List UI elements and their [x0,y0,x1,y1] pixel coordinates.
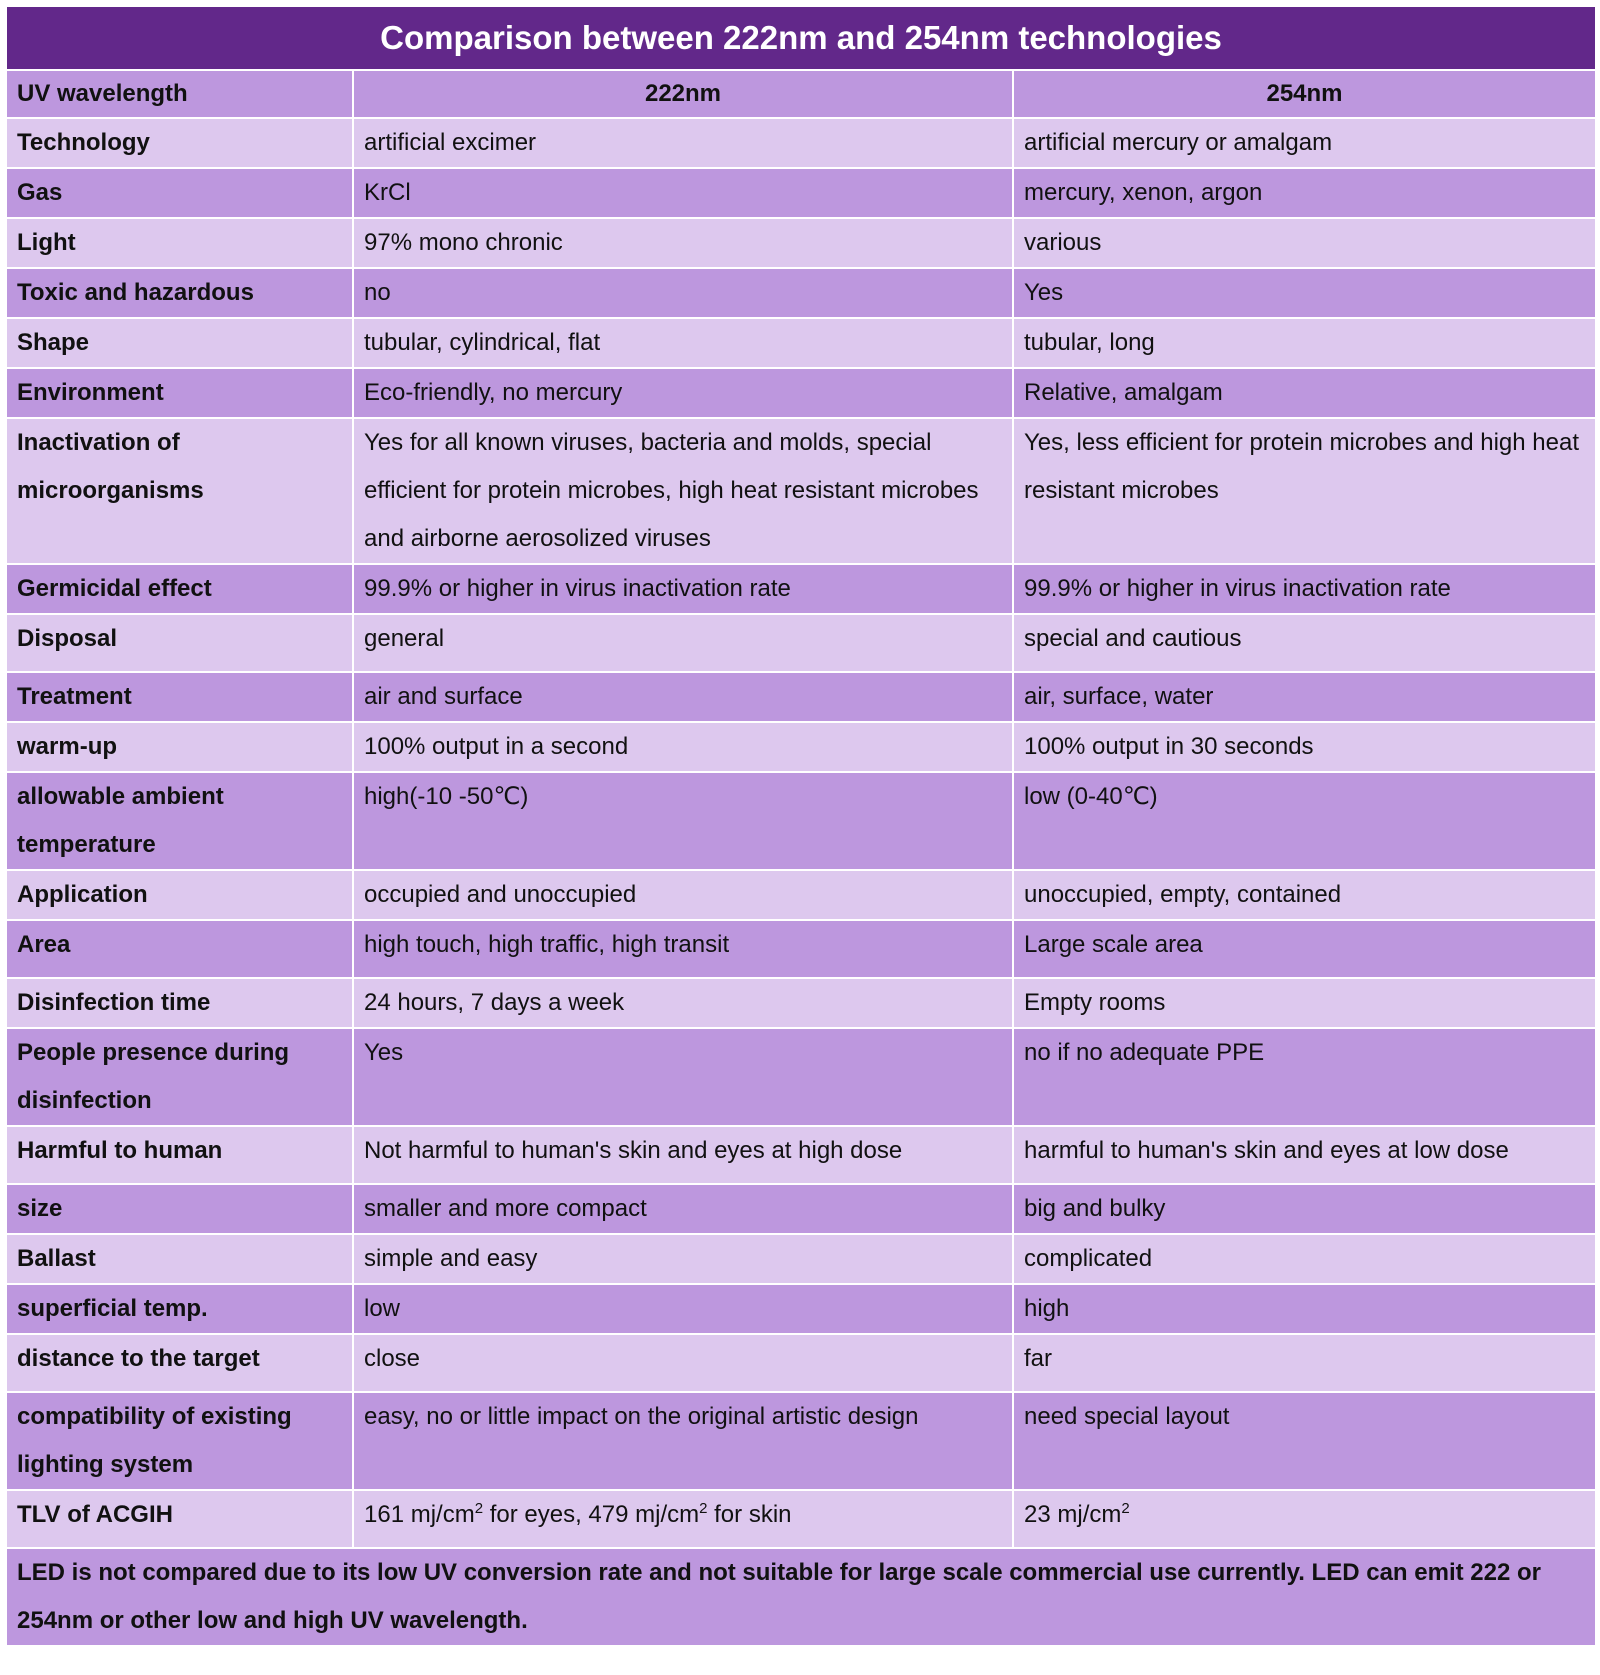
header-222nm: 222nm [353,70,1013,118]
row-value-254nm: Yes, less efficient for protein microbes and high heat resistant microbes [1013,418,1596,564]
row-value-254nm: complicated [1013,1234,1596,1284]
comparison-table [5,5,1597,1647]
tlv-row [6,1490,1596,1548]
row-label: Environment [6,368,353,418]
row-value-222nm: high(-10 -50℃) [353,772,1013,870]
row-value-254nm: harmful to human's skin and eyes at low dose [1013,1126,1596,1184]
table-row [6,772,1596,870]
row-value-254nm: Empty rooms [1013,978,1596,1028]
row-value-254nm: various [1013,218,1596,268]
row-value-222nm: air and surface [353,672,1013,722]
row-label: allowable ambient temperature [6,772,353,870]
row-value-254nm: low (0-40℃) [1013,772,1596,870]
row-value-222nm: close [353,1334,1013,1392]
row-label: Technology [6,118,353,168]
row-label: Gas [6,168,353,218]
header-label: UV wavelength [6,70,353,118]
table-row [6,1392,1596,1490]
title-row [6,6,1596,70]
row-label: TLV of ACGIH [6,1490,353,1548]
tlv-222-text-3: for skin [707,1501,792,1528]
table-row [6,118,1596,168]
table-row [6,1284,1596,1334]
row-value-222nm: Not harmful to human's skin and eyes at high dose [353,1126,1013,1184]
row-label: distance to the target [6,1334,353,1392]
row-label: Disposal [6,614,353,672]
table-row [6,168,1596,218]
row-value-222nm: artificial excimer [353,118,1013,168]
table-row [6,722,1596,772]
header-254nm: 254nm [1013,70,1596,118]
row-label: warm-up [6,722,353,772]
row-value-254nm: artificial mercury or amalgam [1013,118,1596,168]
row-value-222nm: low [353,1284,1013,1334]
row-value-222nm: easy, no or little impact on the original artistic design [353,1392,1013,1490]
row-value-254nm: need special layout [1013,1392,1596,1490]
row-value-222nm: 100% output in a second [353,722,1013,772]
row-value-254nm: Relative, amalgam [1013,368,1596,418]
row-value-222nm: 24 hours, 7 days a week [353,978,1013,1028]
row-value-254nm: 100% output in 30 seconds [1013,722,1596,772]
table-row [6,1028,1596,1126]
row-value-222nm: smaller and more compact [353,1184,1013,1234]
table-row [6,672,1596,722]
table-title: Comparison between 222nm and 254nm technologies [6,6,1596,70]
row-value-254nm: unoccupied, empty, contained [1013,870,1596,920]
table-row [6,318,1596,368]
row-value-254nm: special and cautious [1013,614,1596,672]
row-value-254nm: Yes [1013,268,1596,318]
table-row [6,1334,1596,1392]
row-label: Germicidal effect [6,564,353,614]
row-value-254nm: Large scale area [1013,920,1596,978]
table-row [6,1184,1596,1234]
table-row [6,368,1596,418]
tlv-254-sup-1: 2 [1121,1500,1130,1517]
row-label: size [6,1184,353,1234]
row-value-222nm: 97% mono chronic [353,218,1013,268]
tlv-254-text-1: 23 mj/cm [1024,1501,1122,1528]
tlv-value-254nm [1013,1490,1596,1548]
row-value-222nm: tubular, cylindrical, flat [353,318,1013,368]
row-label: compatibility of existing lighting system [6,1392,353,1490]
row-label: Area [6,920,353,978]
row-label: Disinfection time [6,978,353,1028]
row-value-222nm: simple and easy [353,1234,1013,1284]
row-value-222nm: no [353,268,1013,318]
footer-note: LED is not compared due to its low UV conversion rate and not suitable for large scale commercial use currently. LED can emit 222 or 254nm or other low and high UV wavelength. [6,1548,1596,1646]
row-value-222nm: general [353,614,1013,672]
row-value-222nm: occupied and unoccupied [353,870,1013,920]
row-label: Toxic and hazardous [6,268,353,318]
row-value-222nm: high touch, high traffic, high transit [353,920,1013,978]
table-row [6,418,1596,564]
row-value-222nm: Eco-friendly, no mercury [353,368,1013,418]
row-value-254nm: air, surface, water [1013,672,1596,722]
table-body [6,6,1596,1646]
tlv-222-sup-2: 2 [699,1500,708,1517]
row-label: superficial temp. [6,1284,353,1334]
row-value-254nm: no if no adequate PPE [1013,1028,1596,1126]
row-label: Shape [6,318,353,368]
row-value-222nm: Yes for all known viruses, bacteria and molds, special efficient for protein microbes, high heat resistant microbes and airborne aerosolized viruses [353,418,1013,564]
row-label: People presence during disinfection [6,1028,353,1126]
table-row [6,870,1596,920]
table-row [6,268,1596,318]
row-value-254nm: mercury, xenon, argon [1013,168,1596,218]
comparison-table-wrapper [5,5,1595,1647]
row-value-254nm: 99.9% or higher in virus inactivation rate [1013,564,1596,614]
tlv-222-text-2: for eyes, 479 mj/cm [483,1501,700,1528]
row-label: Inactivation of microorganisms [6,418,353,564]
table-row [6,1126,1596,1184]
tlv-222-sup-1: 2 [474,1500,484,1517]
row-value-222nm: 99.9% or higher in virus inactivation rate [353,564,1013,614]
row-label: Ballast [6,1234,353,1284]
row-value-254nm: tubular, long [1013,318,1596,368]
table-row [6,920,1596,978]
header-row [6,70,1596,118]
row-value-222nm: KrCl [353,168,1013,218]
row-value-254nm: big and bulky [1013,1184,1596,1234]
tlv-value-222nm [353,1490,1013,1548]
table-row [6,1234,1596,1284]
row-label: Application [6,870,353,920]
row-label: Treatment [6,672,353,722]
row-label: Harmful to human [6,1126,353,1184]
footer-row [6,1548,1596,1646]
table-row [6,218,1596,268]
table-row [6,978,1596,1028]
row-label: Light [6,218,353,268]
table-row [6,614,1596,672]
row-value-254nm: high [1013,1284,1596,1334]
row-value-222nm: Yes [353,1028,1013,1126]
table-row [6,564,1596,614]
row-value-254nm: far [1013,1334,1596,1392]
tlv-222-text-1: 161 mj/cm [364,1501,475,1528]
